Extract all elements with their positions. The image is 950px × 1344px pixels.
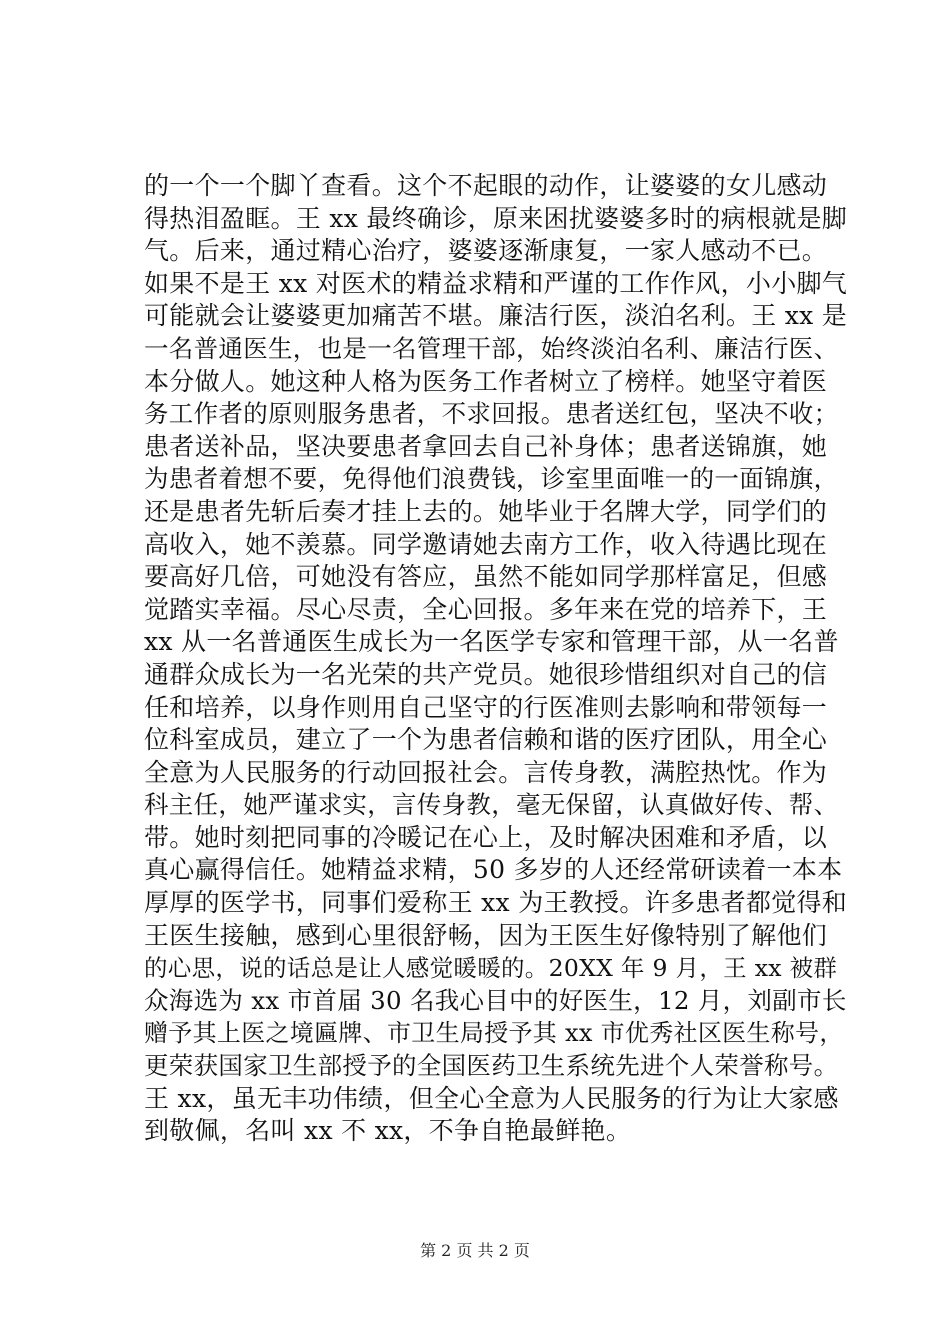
- text-line: 一名普通医生，也是一名管理干部，始终淡泊名利、廉洁行医、: [144, 333, 839, 363]
- text-line: 位科室成员，建立了一个为患者信赖和谐的医疗团队，用全心: [144, 725, 828, 755]
- text-line: 患者送补品，坚决要患者拿回去自己补身体；患者送锦旗，她: [144, 431, 828, 461]
- text-line: 的心思，说的话总是让人感觉暖暖的。20XX 年 9 月，王 xx 被群: [144, 954, 838, 983]
- text-line: 通群众成长为一名光荣的共产党员。她很珍惜组织对自己的信: [144, 659, 828, 689]
- text-line: 气。后来，通过精心治疗，婆婆逐渐康复，一家人感动不已。: [144, 236, 828, 266]
- text-line: 为患者着想不要，免得他们浪费钱，诊室里面唯一的一面锦旗，: [144, 464, 839, 494]
- text-line: 厚厚的医学书，同事们爱称王 xx 为王教授。许多患者都觉得和: [144, 888, 848, 918]
- text-line: 高收入，她不羡慕。同学邀请她去南方工作，收入待遇比现在: [144, 529, 828, 559]
- text-line: 的一个一个脚丫查看。这个不起眼的动作，让婆婆的女儿感动: [144, 171, 828, 200]
- text-line: 还是患者先斩后奏才挂上去的。她毕业于名牌大学，同学们的: [144, 496, 828, 526]
- text-line: 本分做人。她这种人格为医务工作者树立了榜样。她坚守着医: [144, 366, 828, 396]
- text-line: 到敬佩，名叫 xx 不 xx，不争自艳最鲜艳。: [144, 1116, 632, 1146]
- text-line: 王 xx，虽无丰功伟绩，但全心全意为人民服务的行为让大家感: [144, 1083, 839, 1113]
- text-line: 要高好几倍，可她没有答应，虽然不能如同学那样富足，但感: [144, 562, 828, 592]
- text-line: 更荣获国家卫生部授予的全国医药卫生系统先进个人荣誉称号。: [144, 1051, 839, 1081]
- body-text: [144, 170, 848, 1148]
- page-footer: 第 2 页 共 2 页: [420, 1241, 530, 1260]
- text-line: 王医生接触，感到心里很舒畅，因为王医生好像特别了解他们: [144, 920, 828, 950]
- text-line: 真心赢得信任。她精益求精，50 多岁的人还经常研读着一本本: [144, 855, 843, 885]
- text-line: 赠予其上医之境匾牌、市卫生局授予其 xx 市优秀社区医生称号，: [144, 1019, 844, 1048]
- text-line: 带。她时刻把同事的冷暖记在心上，及时解决困难和矛盾，以: [144, 822, 828, 852]
- text-line: 得热泪盈眶。王 xx 最终确诊，原来困扰婆婆多时的病根就是脚: [144, 203, 848, 233]
- text-line: 觉踏实幸福。尽心尽责，全心回报。多年来在党的培养下，王: [144, 594, 828, 624]
- text-line: 科主任，她严谨求实，言传身教，毫无保留，认真做好传、帮、: [144, 790, 839, 820]
- text-line: 任和培养，以身作则用自己坚守的行医准则去影响和带领每一: [144, 692, 828, 722]
- text-line: 全意为人民服务的行动回报社会。言传身教，满腔热忱。作为: [144, 757, 828, 787]
- text-line: 可能就会让婆婆更加痛苦不堪。廉洁行医，淡泊名利。王 xx 是: [144, 301, 848, 331]
- text-line: 如果不是王 xx 对医术的精益求精和严谨的工作作风，小小脚气: [144, 268, 848, 298]
- text-line: xx 从一名普通医生成长为一名医学专家和管理干部，从一名普: [144, 627, 839, 657]
- text-line: 务工作者的原则服务患者，不求回报。患者送红包，坚决不收；: [144, 399, 839, 429]
- text-line: 众海选为 xx 市首届 30 名我心目中的好医生，12 月，刘副市长: [144, 985, 847, 1015]
